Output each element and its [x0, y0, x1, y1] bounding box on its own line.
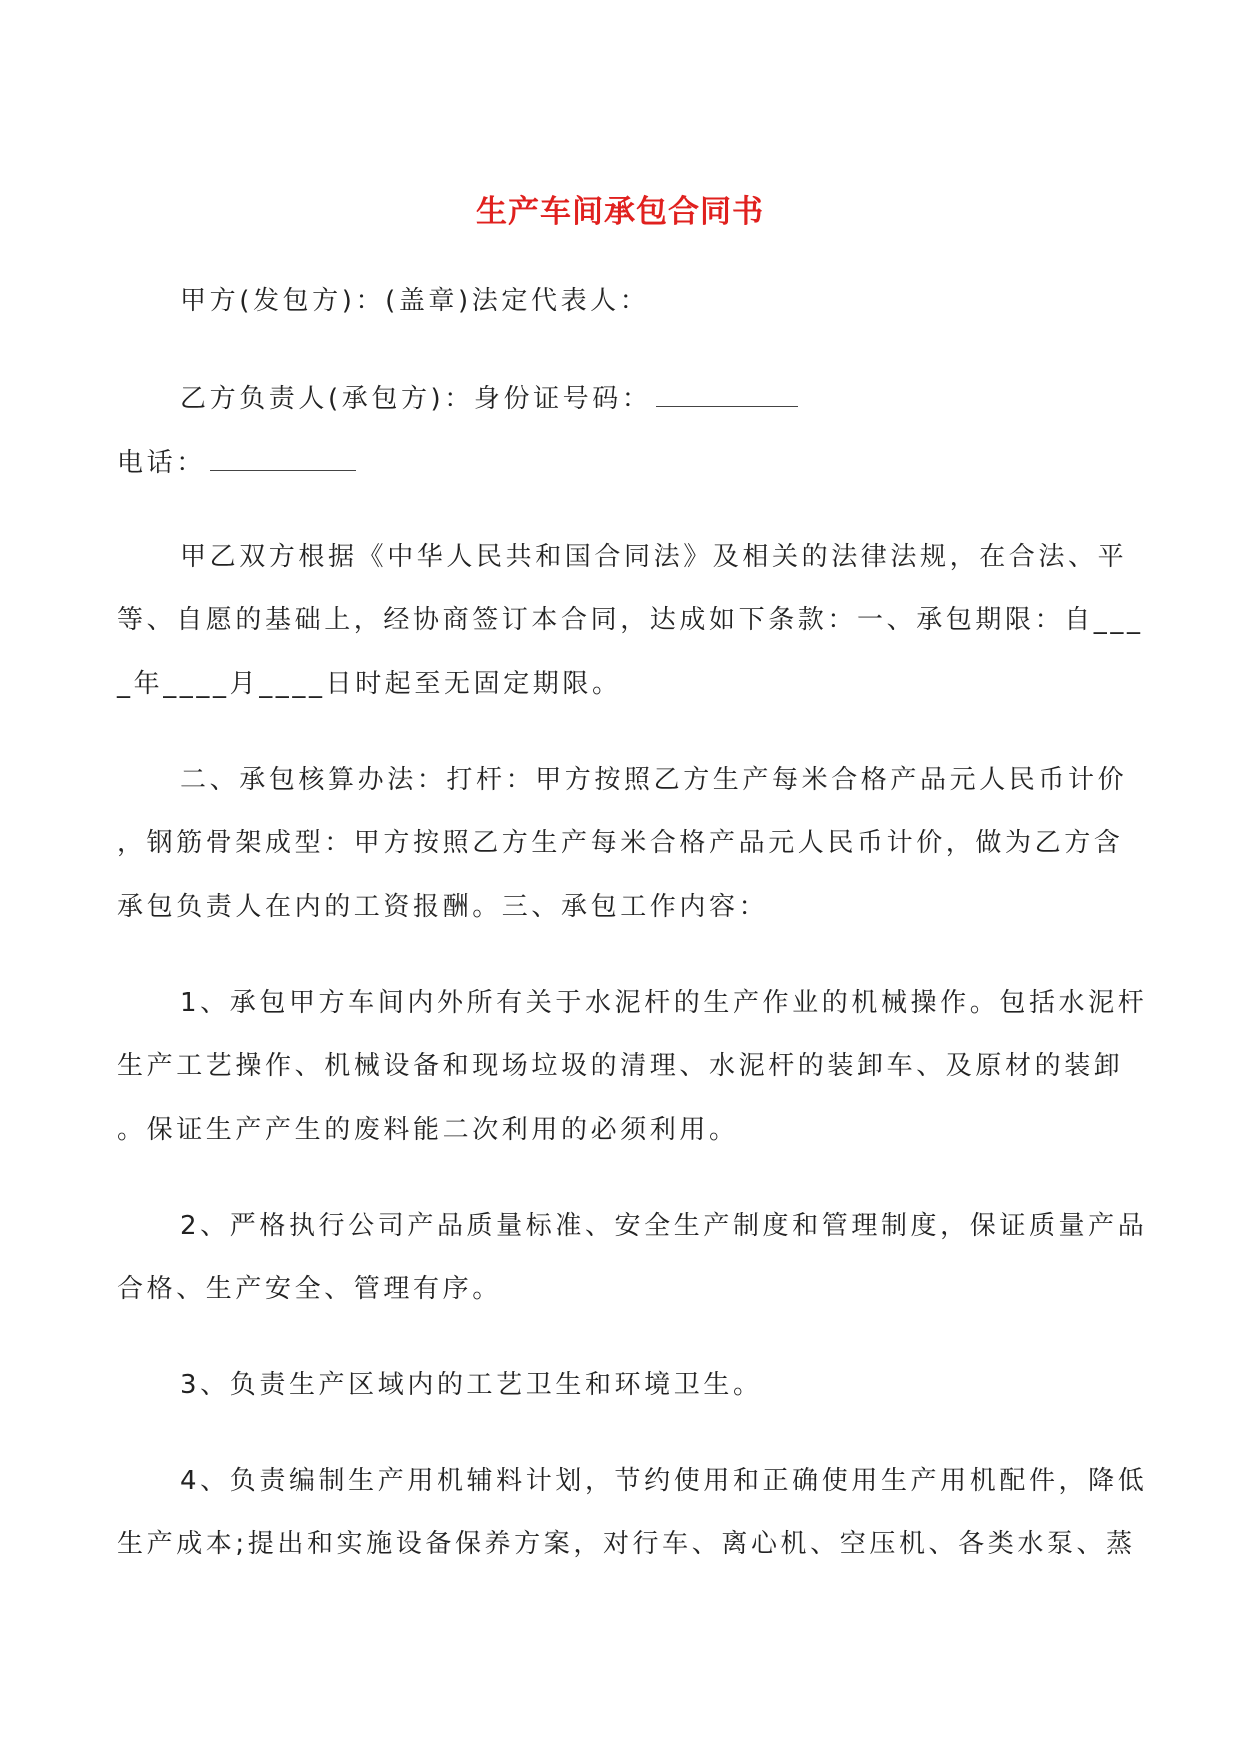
document-title: 生产车间承包合同书: [476, 194, 764, 230]
phone-line: [117, 443, 356, 483]
id-number-blank: [656, 405, 798, 407]
paragraph-line: ，钢筋骨架成型：甲方按照乙方生产每米合格产品元人民币计价，做为乙方含: [117, 828, 1124, 858]
paragraph-line: 二、承包核算办法：打杆：甲方按照乙方生产每米合格产品元人民币计价: [180, 765, 1128, 795]
paragraph-line: 承包负责人在内的工资报酬。三、承包工作内容：: [117, 892, 769, 922]
paragraph-line: 生产工艺操作、机械设备和现场垃圾的清理、水泥杆的装卸车、及原材的装卸: [117, 1051, 1124, 1081]
party-b-line: [180, 379, 798, 419]
paragraph-line: 生产成本;提出和实施设备保养方案，对行车、离心机、空压机、各类水泵、蒸: [117, 1529, 1136, 1559]
party-b-text: 乙方负责人(承包方)：身份证号码：: [180, 384, 652, 414]
paragraph-line: 。保证生产产生的废料能二次利用的必须利用。: [117, 1115, 739, 1145]
paragraph-line: 2、严格执行公司产品质量标准、安全生产制度和管理制度，保证质量产品: [180, 1211, 1148, 1241]
paragraph-line: 等、自愿的基础上，经协商签订本合同，达成如下条款：一、承包期限：自___: [117, 605, 1144, 635]
paragraph-line: 3、负责生产区域内的工艺卫生和环境卫生。: [180, 1370, 763, 1400]
paragraph-line: _年____月____日时起至无固定期限。: [117, 669, 622, 699]
paragraph-line: 合格、生产安全、管理有序。: [117, 1274, 502, 1304]
party-a-text: 甲方(发包方)：(盖章)法定代表人：: [180, 286, 650, 316]
paragraph-line: 4、负责编制生产用机辅料计划，节约使用和正确使用生产用机配件，降低: [180, 1466, 1148, 1496]
paragraph-line: 甲乙双方根据《中华人民共和国合同法》及相关的法律法规，在合法、平: [180, 542, 1128, 572]
party-a-line: [180, 281, 649, 321]
phone-blank: [210, 469, 356, 471]
phone-text: 电话：: [117, 448, 206, 478]
paragraph-line: 1、承包甲方车间内外所有关于水泥杆的生产作业的机械操作。包括水泥杆: [180, 988, 1148, 1018]
